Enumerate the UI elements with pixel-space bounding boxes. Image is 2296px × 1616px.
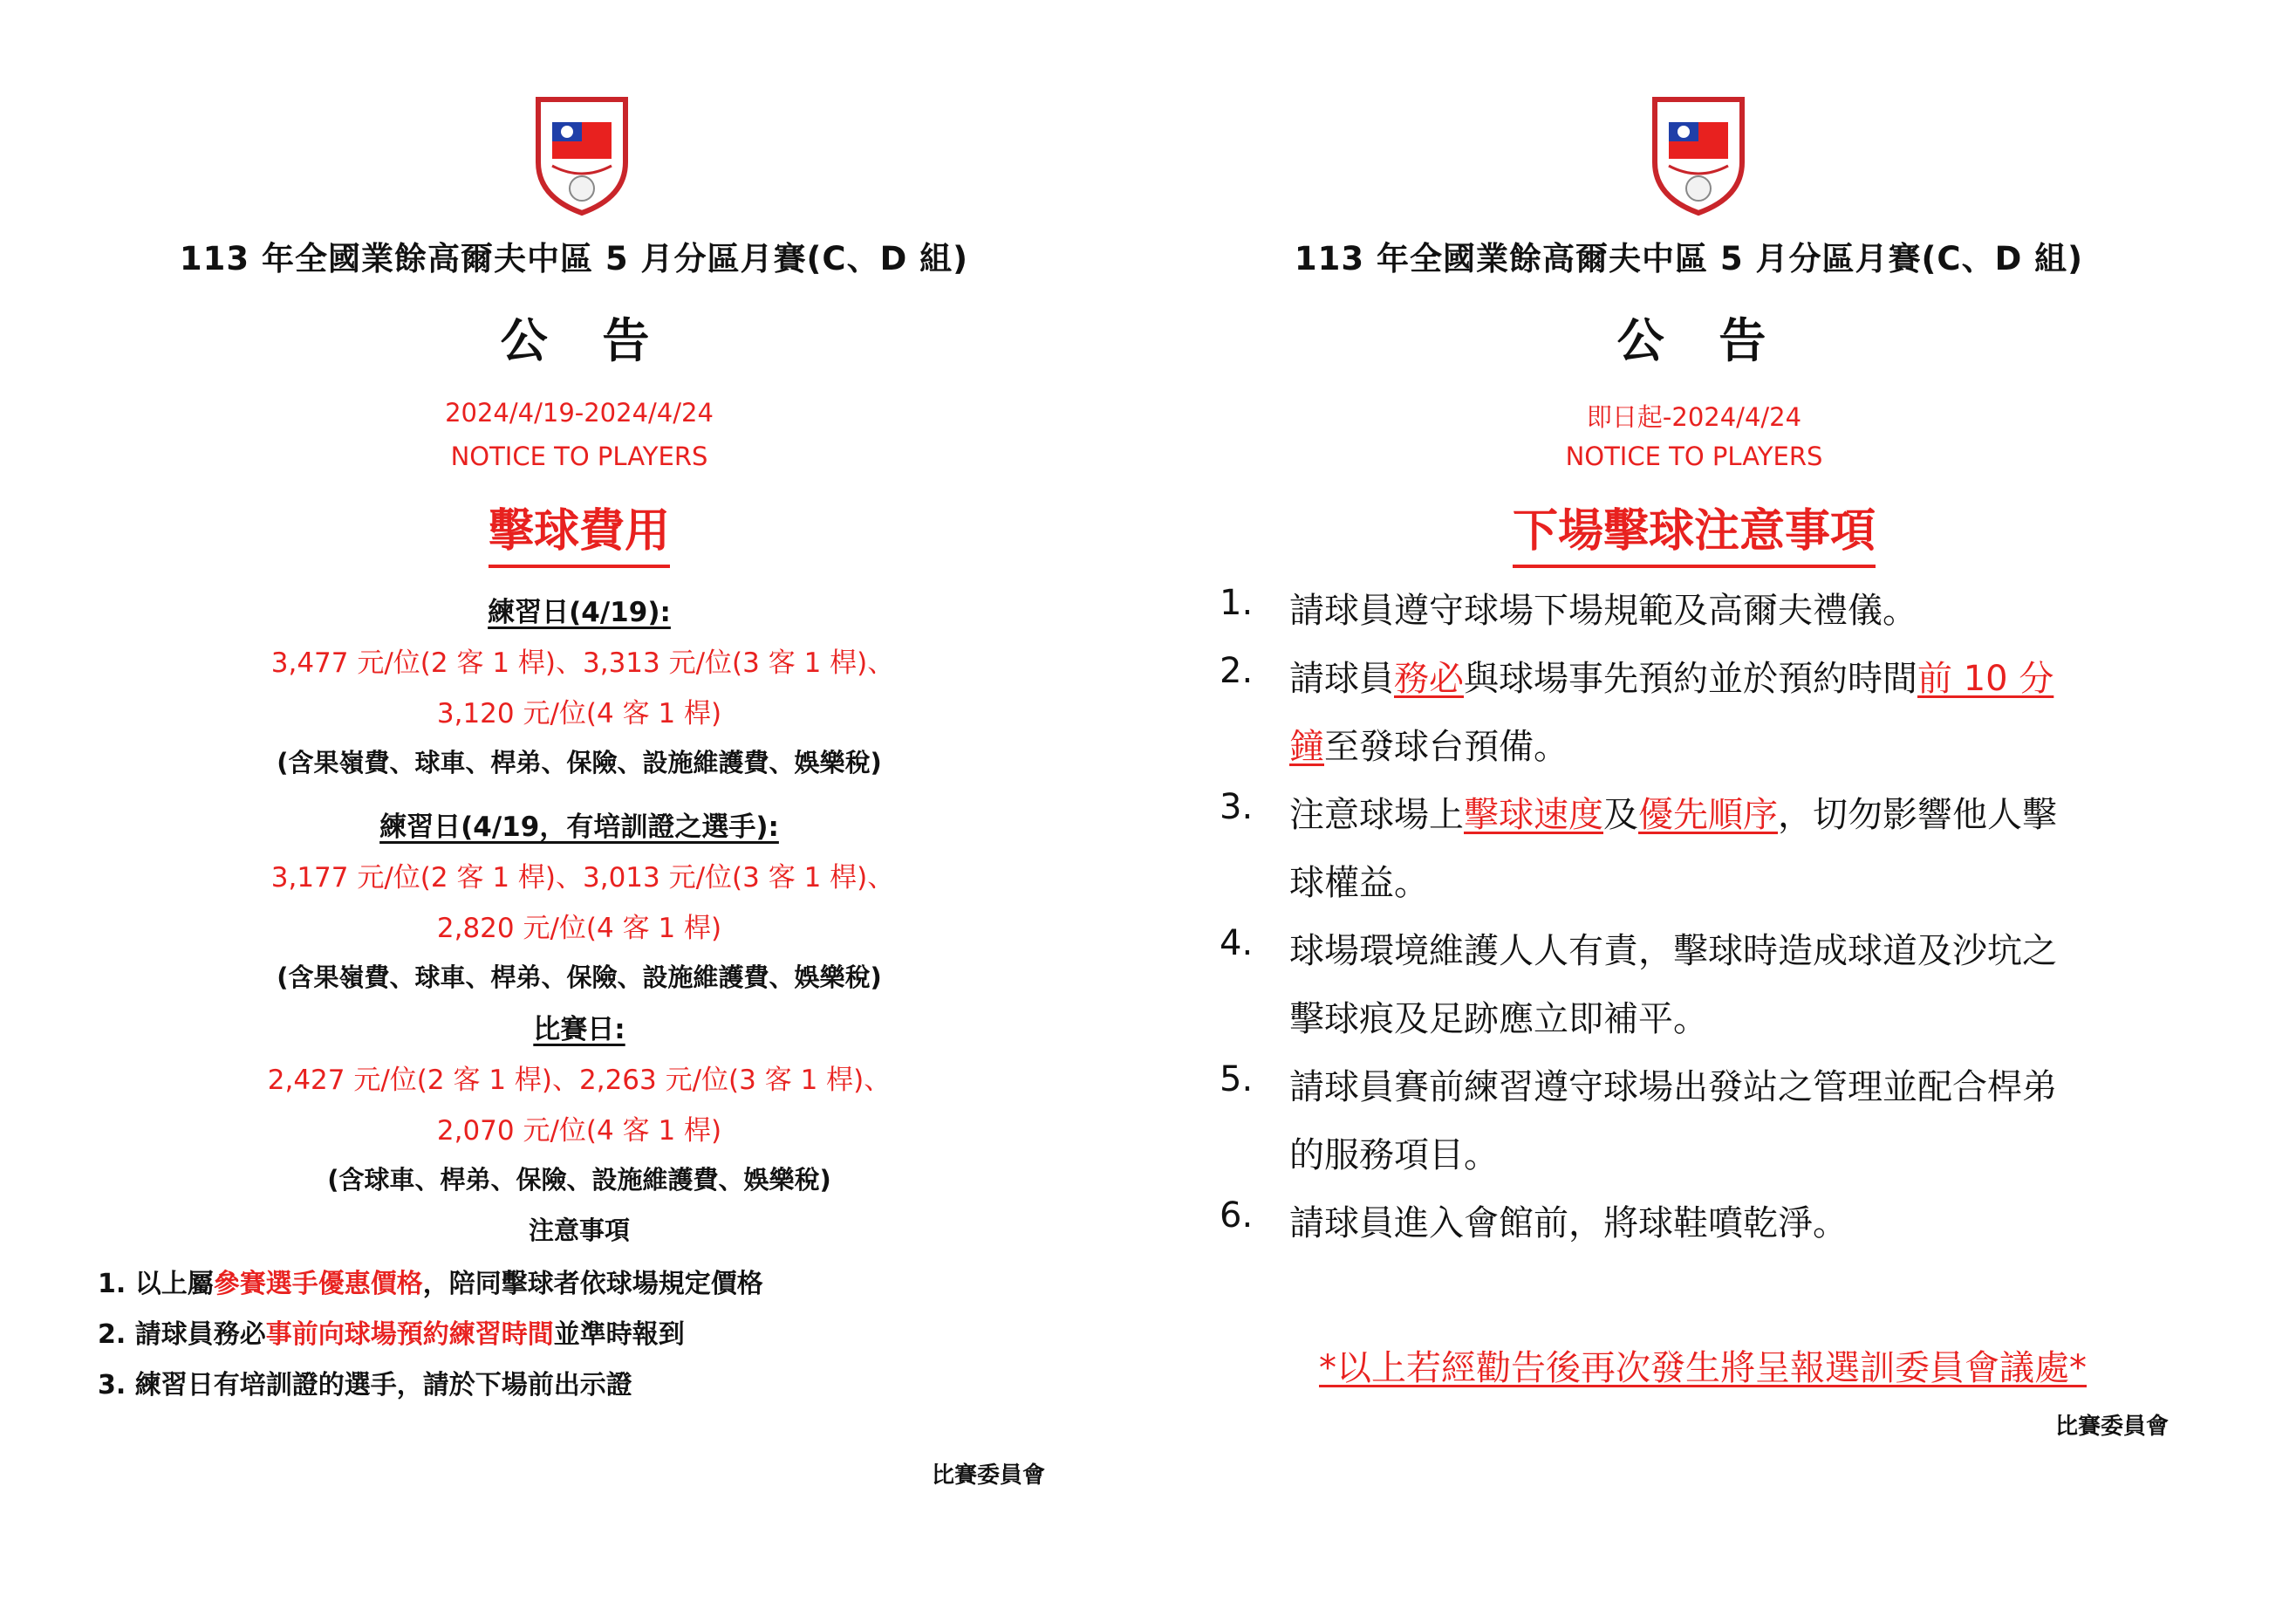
notice-heading: 公 告 xyxy=(500,313,669,368)
rule-item-5-cont: 的服務項目。 xyxy=(1289,1135,1499,1175)
notice-english: NOTICE TO PLAYERS xyxy=(450,442,708,471)
match-day-includes: (含球車、桿弟、保險、設施維護費、娛樂稅) xyxy=(327,1165,831,1195)
tournament-title: 113 年全國業餘高爾夫中區 5 月分區月賽(C、D 組) xyxy=(1294,240,2084,277)
trainee-price-line1: 3,177 元/位(2 客 1 桿)、3,013 元/位(3 客 1 桿)、 xyxy=(270,862,895,894)
rule-item-4-cont: 擊球痕及足跡應立即補平。 xyxy=(1289,999,1708,1039)
tournament-title: 113 年全國業餘高爾夫中區 5 月分區月賽(C、D 組) xyxy=(179,240,969,277)
practice-day-label: 練習日(4/19): xyxy=(488,597,671,628)
notes-title: 注意事項 xyxy=(528,1215,631,1245)
practice-day-price-line1: 3,477 元/位(2 客 1 桿)、3,313 元/位(3 客 1 桿)、 xyxy=(270,647,895,679)
rules-heading xyxy=(1513,494,1876,568)
match-day-price-line1: 2,427 元/位(2 客 1 桿)、2,263 元/位(3 客 1 桿)、 xyxy=(267,1065,892,1096)
match-day-label: 比賽日: xyxy=(533,1014,625,1045)
notice-english: NOTICE TO PLAYERS xyxy=(1565,442,1823,471)
left-signature: 比賽委員會 xyxy=(932,1462,1046,1489)
fee-heading xyxy=(489,494,670,568)
note-item-3: 3. 練習日有培訓證的選手，請於下場前出示證 xyxy=(98,1370,632,1400)
garoc-logo-emblem xyxy=(533,94,631,216)
practice-day-price-line2: 3,120 元/位(4 客 1 桿) xyxy=(436,698,722,729)
right-signature: 比賽委員會 xyxy=(2055,1414,2170,1440)
practice-day-includes: (含果嶺費、球車、桿弟、保險、設施維護費、娛樂稅) xyxy=(277,748,882,777)
trainee-price-line2: 2,820 元/位(4 客 1 桿) xyxy=(436,913,722,944)
match-day-price-line2: 2,070 元/位(4 客 1 桿) xyxy=(436,1115,722,1147)
note-item-1: 1. 以上屬參賽選手優惠價格，陪同擊球者依球場規定價格 xyxy=(98,1269,763,1299)
notice-heading: 公 告 xyxy=(1616,313,1786,368)
trainee-practice-label: 練習日(4/19，有培訓證之選手): xyxy=(379,811,779,843)
notice-date-range: 2024/4/19-2024/4/24 xyxy=(445,398,714,428)
trainee-includes: (含果嶺費、球車、桿弟、保險、設施維護費、娛樂稅) xyxy=(277,962,882,992)
rule-item-3-cont: 球權益。 xyxy=(1289,863,1429,903)
right-announcement: 113 年全國業餘高爾夫中區 5 月分區月賽(C、D 組) 公 告 即日起-2024/4/24 NOTICE TO PLAYERS 下場擊球注意事項 1. 請球員遵守球場下場規範及高爾夫禮儀。 2. 請球員務必與球場事先預約並於預約時間前 10 分 鐘至發球台預備。 3. 注意球場上擊球速度及優先順序，切勿影響他人擊 球權益。 4. 球場環境維護人人有責，擊球時造成球道及沙坑之 擊球痕及足跡應立即補平。 5. 請球員賽前練習遵守球場出發站之管理並配合桿弟 的服務項目。 6. 請球員進入會館前，將球鞋噴乾淨。 *以上若經勸告後再次發生將呈報選訓委員會議處* 比賽委員會 xyxy=(1148,0,2296,1616)
rule-item-2-cont: 鐘至發球台預備。 xyxy=(1289,727,1568,767)
notice-date-range: 即日起-2024/4/24 xyxy=(1586,402,1802,432)
note-item-2: 2. 請球員務必事前向球場預約練習時間並準時報到 xyxy=(98,1319,685,1350)
penalty-warning: *以上若經勸告後再次發生將呈報選訓委員會議處* xyxy=(1319,1348,2087,1388)
fee-heading-text: 擊球費用 xyxy=(488,505,671,558)
garoc-logo-emblem xyxy=(1650,94,1747,216)
fee-heading-underline xyxy=(489,565,670,568)
rules-heading-text: 下場擊球注意事項 xyxy=(1512,505,1876,558)
rules-heading-underline xyxy=(1513,565,1876,568)
